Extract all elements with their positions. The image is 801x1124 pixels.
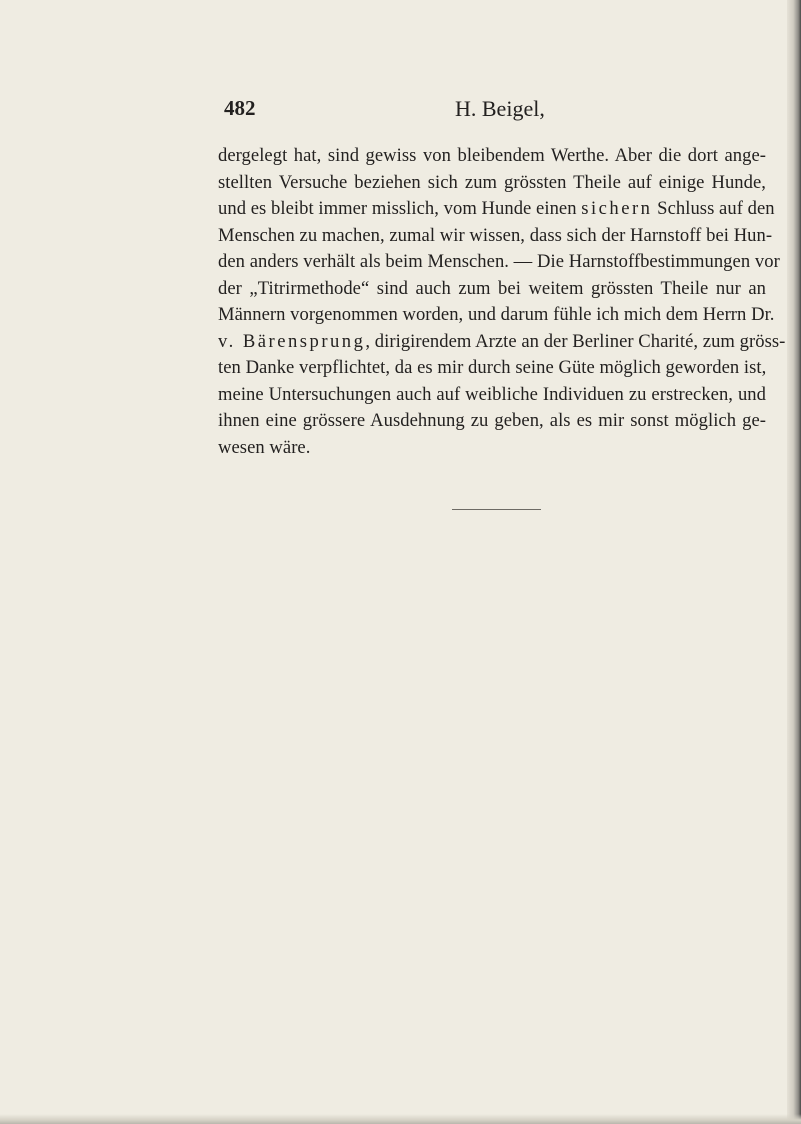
text-line: den anders verhält als beim Menschen. — Die Harnstoffbestimmungen vor <box>218 251 780 272</box>
emphasis-spaced: v. Bärensprung <box>218 330 366 352</box>
text-segment: und es bleibt immer misslich, vom Hunde einen <box>218 198 582 219</box>
text-line: meine Untersuchungen auch auf weibliche Individuen zu erstrecken, und <box>218 383 766 405</box>
emphasis-spaced: sichern <box>581 198 653 219</box>
running-head: H. Beigel, <box>455 96 545 121</box>
text-line <box>218 196 775 223</box>
text-line <box>218 329 786 356</box>
page-header <box>224 96 644 126</box>
body-paragraph <box>218 143 786 461</box>
text-segment: , dirigirendem Arzte an der Berliner Charité, zum gröss- <box>365 330 786 352</box>
text-line: Menschen zu machen, zumal wir wissen, dass sich der Harnstoff bei Hun- <box>218 224 773 246</box>
page-number: 482 <box>224 96 256 120</box>
text-segment: Schluss auf den <box>652 198 775 219</box>
text-line: dergelegt hat, sind gewiss von bleibendem Werthe. Aber die dort ange- <box>218 145 766 166</box>
text-line: wesen wäre. <box>218 436 311 458</box>
text-line: Männern vorgenommen worden, und darum fühle ich mich dem Herrn Dr. <box>218 304 775 325</box>
text-line: ihnen eine grössere Ausdehnung zu geben, als es mir sonst möglich ge- <box>218 410 766 431</box>
text-line: der „Titrirmethode“ sind auch zum bei weitem grössten Theile nur an <box>218 277 766 299</box>
text-line: stellten Versuche beziehen sich zum grössten Theile auf einige Hunde, <box>218 171 766 193</box>
section-divider <box>452 509 541 510</box>
text-line: ten Danke verpflichtet, da es mir durch seine Güte möglich geworden ist, <box>218 357 767 378</box>
page-edge-shadow <box>787 0 801 1124</box>
page-bottom-edge <box>0 1114 801 1124</box>
